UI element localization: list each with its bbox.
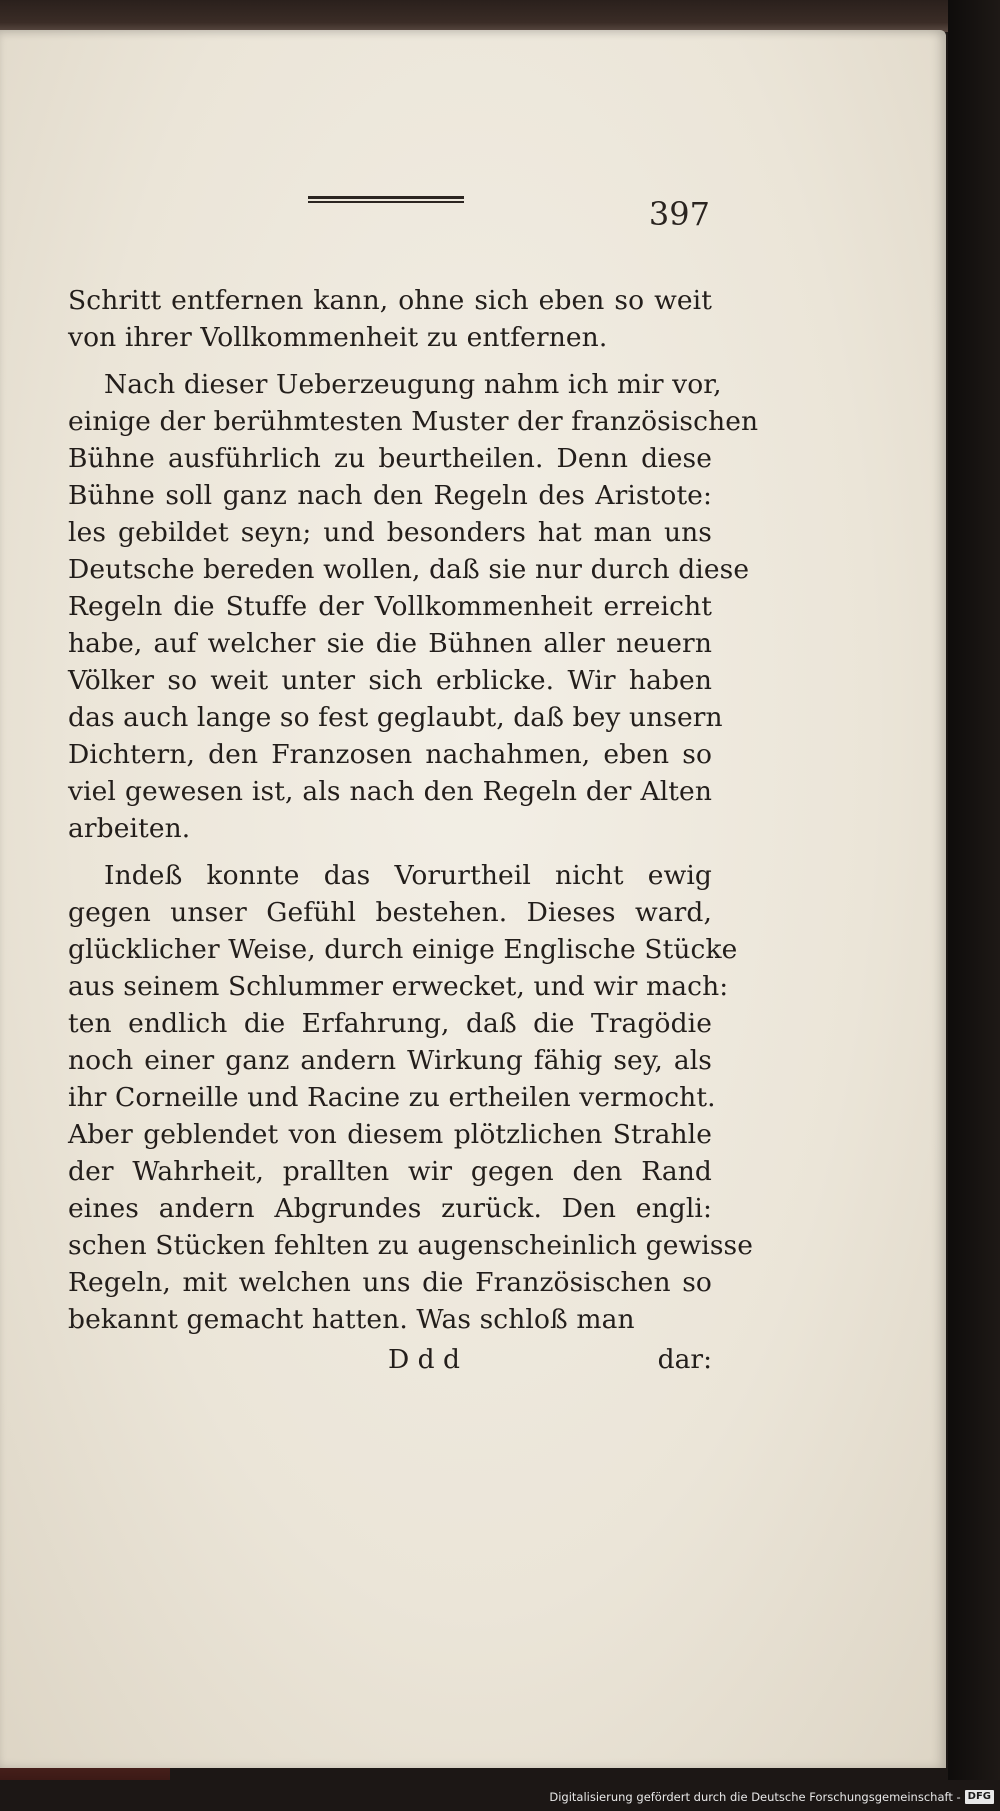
text-line: Deutsche bereden wollen, daß sie nur durch diese (68, 554, 750, 585)
paragraph (68, 857, 754, 1338)
text-line: einige der berühmtesten Muster der französischen (68, 406, 759, 437)
page-footer (68, 1344, 712, 1384)
text-line: bekannt gemacht hatten. Was schloß man (68, 1304, 635, 1335)
text-line: Schritt entfernen kann, ohne sich eben so weit (68, 285, 712, 316)
scan-background-right (948, 0, 1000, 1780)
text-line: Regeln, mit welchen uns die Französischen so (68, 1267, 712, 1298)
scan-background-top (0, 0, 1000, 32)
paragraph (68, 282, 712, 356)
text-line: Dichtern, den Franzosen nachahmen, eben so (68, 739, 712, 770)
text-line: Aber geblendet von diesem plötzlichen Strahle (68, 1119, 712, 1150)
text-line: ten endlich die Erfahrung, daß die Tragödie (68, 1008, 712, 1039)
body-text (68, 282, 759, 1338)
text-line: schen Stücken fehlten zu augenscheinlich gewisse (68, 1230, 754, 1261)
text-line: ihr Corneille und Racine zu ertheilen vermocht. (68, 1082, 716, 1113)
text-line: das auch lange so fest geglaubt, daß bey unsern (68, 702, 723, 733)
page-number: 397 (648, 195, 710, 233)
text-line: Völker so weit unter sich erblicke. Wir haben (68, 665, 712, 696)
credit-text: Digitalisierung gefördert durch die Deutsche Forschungsgemeinschaft - (549, 1790, 961, 1804)
text-line: les gebildet seyn; und besonders hat man uns (68, 517, 712, 548)
text-line: Bühne soll ganz nach den Regeln des Aristote: (68, 480, 712, 511)
text-line: Indeß konnte das Vorurtheil nicht ewig (104, 860, 712, 891)
header-rule (308, 196, 464, 203)
text-line: eines andern Abgrundes zurück. Den engli: (68, 1193, 712, 1224)
signature-mark: D d d (388, 1344, 461, 1375)
text-line: der Wahrheit, prallten wir gegen den Rand (68, 1156, 712, 1187)
text-line: von ihrer Vollkommenheit zu entfernen. (68, 322, 608, 353)
text-line: Nach dieser Ueberzeugung nahm ich mir vor, (104, 369, 722, 400)
text-line: arbeiten. (68, 813, 191, 844)
text-line: glücklicher Weise, durch einige Englische Stücke (68, 934, 738, 965)
digitization-credit (549, 1787, 994, 1807)
text-line: noch einer ganz andern Wirkung fähig sey, als (68, 1045, 712, 1076)
text-line: Bühne ausführlich zu beurtheilen. Denn diese (68, 443, 712, 474)
text-line: aus seinem Schlummer erwecket, und wir mach: (68, 971, 729, 1002)
text-line: Regeln die Stuffe der Vollkommenheit erreicht (68, 591, 712, 622)
text-line: habe, auf welcher sie die Bühnen aller neuern (68, 628, 712, 659)
text-line: viel gewesen ist, als nach den Regeln der Alten (68, 776, 712, 807)
dfg-logo: DFG (965, 1790, 994, 1804)
paragraph (68, 366, 759, 847)
text-line: gegen unser Gefühl bestehen. Dieses ward, (68, 897, 712, 928)
catchword: dar: (657, 1344, 712, 1375)
book-page (0, 30, 946, 1768)
